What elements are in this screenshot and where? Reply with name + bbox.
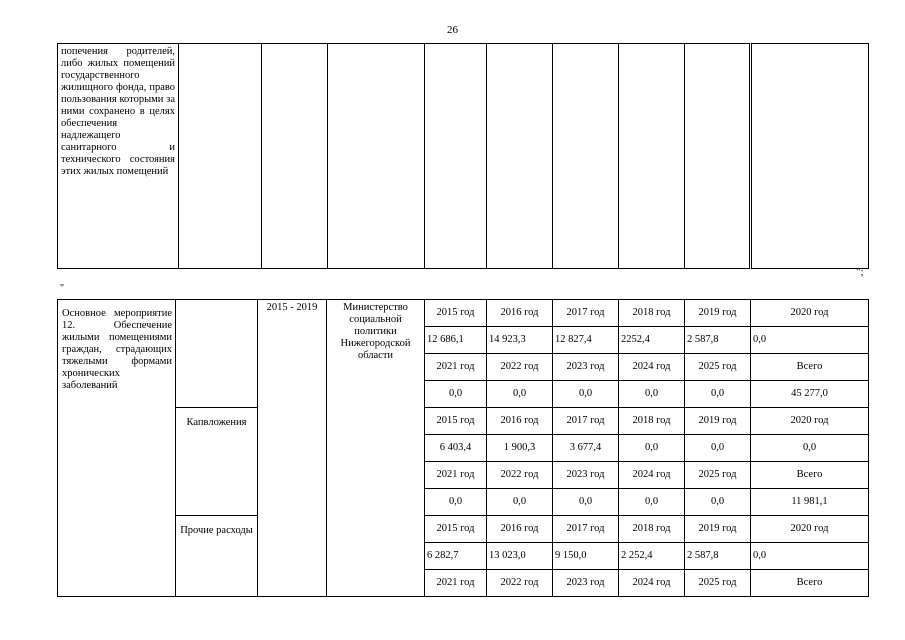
table-cell: 2021 год bbox=[425, 354, 487, 381]
table-cell: 14 923,3 bbox=[487, 327, 553, 354]
table-cell: 0,0 bbox=[619, 435, 685, 462]
table-cell: 2 587,8 bbox=[685, 327, 751, 354]
table-cell: 2017 год bbox=[553, 300, 619, 327]
top-empty-cell bbox=[619, 44, 685, 269]
closing-quote-mark: "; bbox=[856, 266, 864, 278]
table-cell: 2019 год bbox=[685, 408, 751, 435]
top-empty-cell bbox=[328, 44, 425, 269]
opening-quote-mark: " bbox=[60, 283, 65, 294]
top-description-cell: попечения родителей, либо жилых помещений государственного жилищного фонда, право пользования которыми за ними сохранено в целях обеспечения надлежащего санитарного и технического состояния этих жилых помещений bbox=[58, 44, 179, 269]
table-cell: 1 900,3 bbox=[487, 435, 553, 462]
table-cell: 13 023,0 bbox=[487, 543, 553, 570]
table-cell: 2016 год bbox=[487, 300, 553, 327]
table-cell: 6 282,7 bbox=[425, 543, 487, 570]
table-cell: 2025 год bbox=[685, 570, 751, 597]
table-cell: 2020 год bbox=[751, 516, 869, 543]
table-cell: 12 686,1 bbox=[425, 327, 487, 354]
table-cell: 2020 год bbox=[751, 408, 869, 435]
table-cell: 2020 год bbox=[751, 300, 869, 327]
table-cell: 11 981,1 bbox=[751, 489, 869, 516]
subcategory-cell: Прочие расходы bbox=[176, 516, 258, 597]
table-cell: 9 150,0 bbox=[553, 543, 619, 570]
table-cell: 2252,4 bbox=[619, 327, 685, 354]
table-cell: 2024 год bbox=[619, 462, 685, 489]
table-cell: 2018 год bbox=[619, 408, 685, 435]
table-cell: 2023 год bbox=[553, 462, 619, 489]
table-cell: 0,0 bbox=[553, 489, 619, 516]
table-cell: 0,0 bbox=[685, 489, 751, 516]
table-cell: 0,0 bbox=[685, 435, 751, 462]
table-cell: 2025 год bbox=[685, 354, 751, 381]
executor-cell: Министерство социальной политики Нижегородской области bbox=[327, 300, 425, 597]
table-cell: 2023 год bbox=[553, 570, 619, 597]
table-cell: 2022 год bbox=[487, 570, 553, 597]
top-empty-cell bbox=[262, 44, 328, 269]
table-cell: 2025 год bbox=[685, 462, 751, 489]
table-row bbox=[58, 300, 869, 327]
subcategory-cell bbox=[176, 300, 258, 408]
table-row bbox=[58, 408, 869, 435]
table-cell: Всего bbox=[751, 462, 869, 489]
table-cell: 2017 год bbox=[553, 408, 619, 435]
table-cell: 6 403,4 bbox=[425, 435, 487, 462]
table-cell: 2015 год bbox=[425, 408, 487, 435]
table-cell: 2015 год bbox=[425, 300, 487, 327]
table-cell: 2021 год bbox=[425, 462, 487, 489]
table-cell: 0,0 bbox=[685, 381, 751, 408]
table-cell: 0,0 bbox=[751, 435, 869, 462]
table-cell: 2021 год bbox=[425, 570, 487, 597]
table-cell: 2022 год bbox=[487, 354, 553, 381]
table-cell: 0,0 bbox=[751, 327, 869, 354]
table-cell: 0,0 bbox=[619, 489, 685, 516]
table-cell: 45 277,0 bbox=[751, 381, 869, 408]
table-cell: 2018 год bbox=[619, 300, 685, 327]
period-cell: 2015 - 2019 bbox=[258, 300, 327, 597]
table-cell: 2024 год bbox=[619, 570, 685, 597]
table-cell: 0,0 bbox=[487, 489, 553, 516]
table-cell: 2019 год bbox=[685, 516, 751, 543]
table-cell: 12 827,4 bbox=[553, 327, 619, 354]
table-cell: 2023 год bbox=[553, 354, 619, 381]
top-empty-cell bbox=[685, 44, 751, 269]
event-description-cell: Основное мероприятие 12. Обеспечение жилыми помещениями граждан, страдающих тяжелыми формами хронических заболеваний bbox=[58, 300, 176, 597]
table-cell: 2016 год bbox=[487, 408, 553, 435]
table-cell: Всего bbox=[751, 354, 869, 381]
subcategory-cell: Капвложения bbox=[176, 408, 258, 516]
table-cell: 2016 год bbox=[487, 516, 553, 543]
table-cell: 2 587,8 bbox=[685, 543, 751, 570]
top-empty-cell bbox=[553, 44, 619, 269]
table-cell: 0,0 bbox=[619, 381, 685, 408]
table-cell: 0,0 bbox=[487, 381, 553, 408]
table-cell: 2019 год bbox=[685, 300, 751, 327]
top-empty-cell bbox=[425, 44, 487, 269]
table-cell: 2024 год bbox=[619, 354, 685, 381]
main-table bbox=[57, 299, 869, 597]
table-cell: 3 677,4 bbox=[553, 435, 619, 462]
table-row bbox=[58, 516, 869, 543]
table-cell: 0,0 bbox=[425, 489, 487, 516]
table-cell: Всего bbox=[751, 570, 869, 597]
table-cell: 0,0 bbox=[425, 381, 487, 408]
table-cell: 0,0 bbox=[751, 543, 869, 570]
table-cell: 2 252,4 bbox=[619, 543, 685, 570]
table-cell: 2015 год bbox=[425, 516, 487, 543]
table-cell: 2018 год bbox=[619, 516, 685, 543]
top-empty-cell bbox=[751, 44, 869, 269]
top-empty-cell bbox=[487, 44, 553, 269]
top-empty-cell bbox=[179, 44, 262, 269]
page-number: 26 bbox=[447, 24, 458, 36]
table-cell: 2017 год bbox=[553, 516, 619, 543]
table-cell: 2022 год bbox=[487, 462, 553, 489]
table-cell: 0,0 bbox=[553, 381, 619, 408]
top-table bbox=[57, 43, 869, 269]
